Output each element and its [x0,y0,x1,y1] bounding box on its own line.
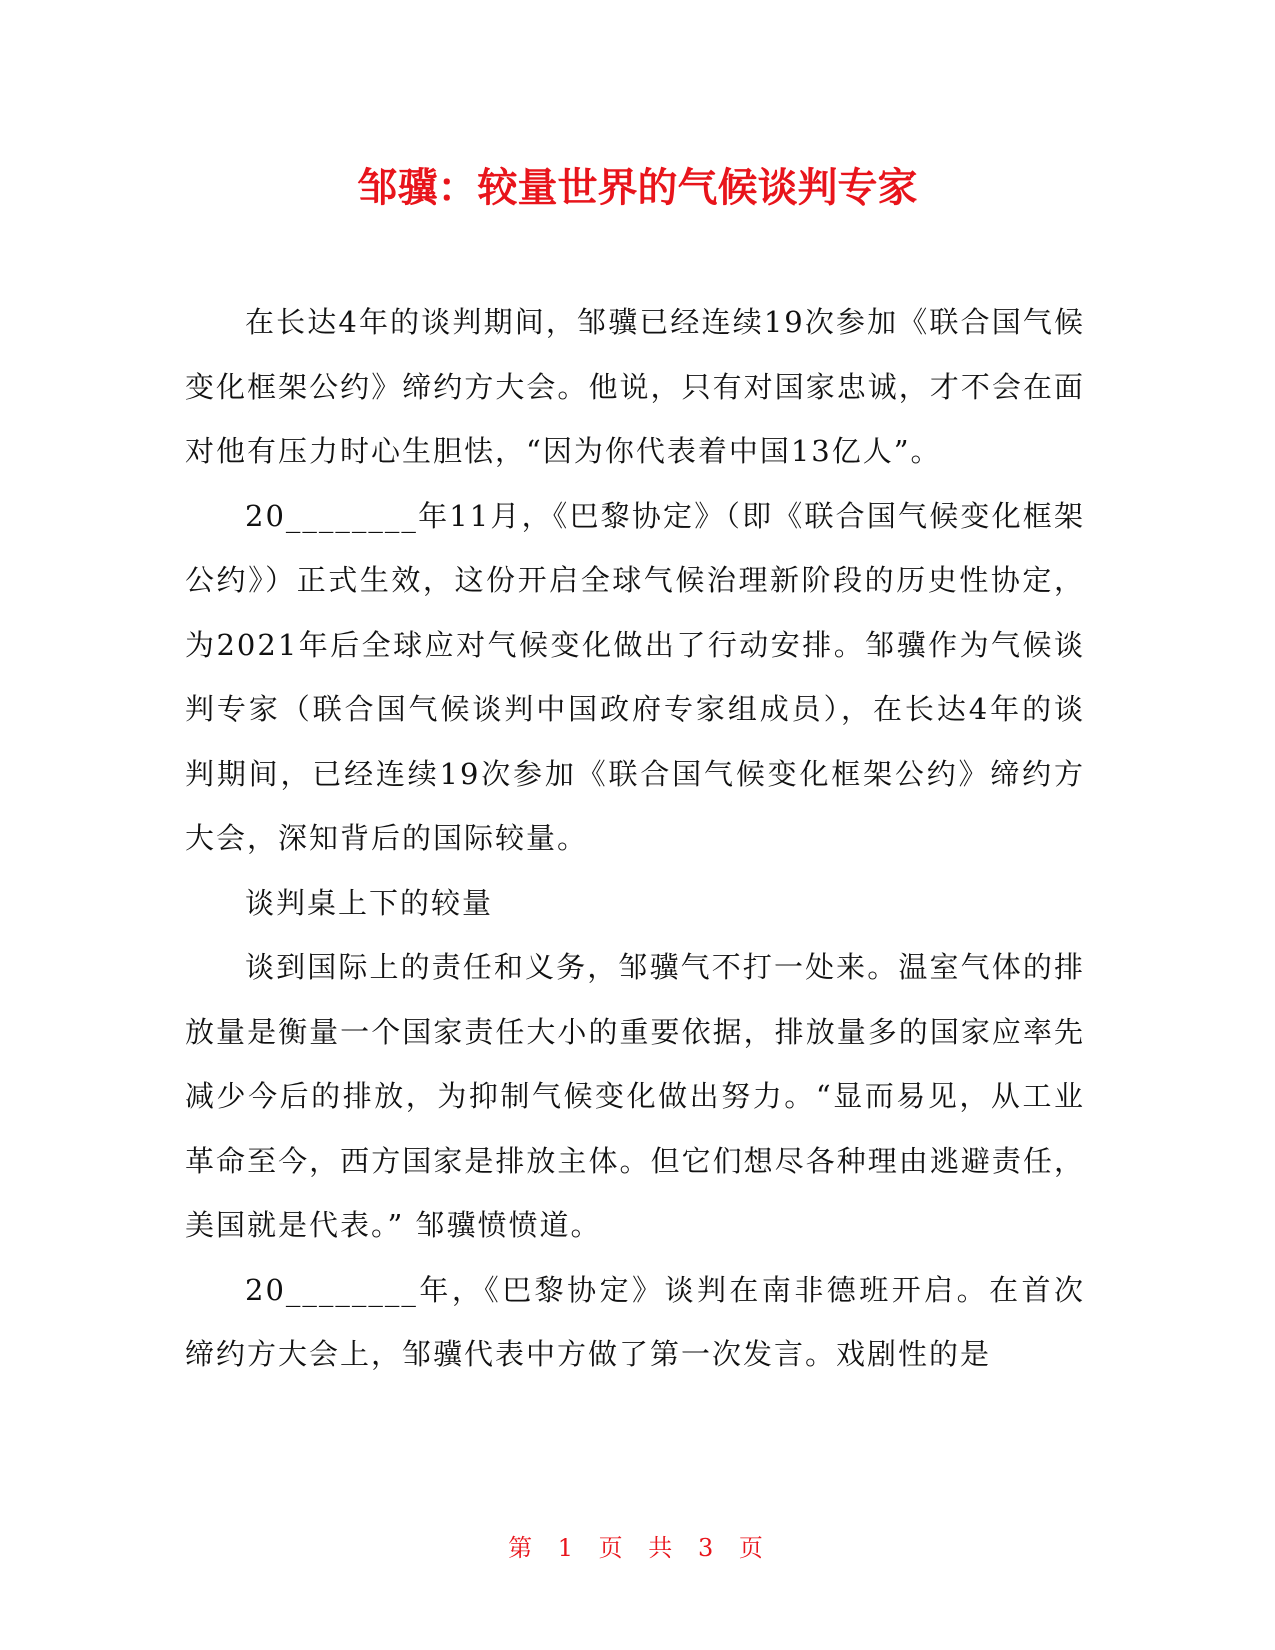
section-heading: 谈判桌上下的较量 [245,885,494,920]
paragraph-4: 20________年，《巴黎协定》谈判在南非德班开启。在首次缔约方大会上，邹骥代表中方做了第一次发言。戏剧性的是 [185,1272,1085,1371]
document-body [185,290,1085,1387]
paragraph-3: 谈到国际上的责任和义务，邹骥气不打一处来。温室气体的排放量是衡量一个国家责任大小的重要依据，排放量多的国家应率先减少今后的排放，为抑制气候变化做出努力。“显而易见，从工业革命至今，西方国家是排放主体。但它们想尽各种理由逃避责任，美国就是代表。” 邹骥愤愤道。 [185,950,1085,1242]
page-footer: 第 1 页 共 3 页 [508,1534,767,1562]
document-title: 邹骥：较量世界的气候谈判专家 [357,165,918,211]
paragraph-2: 20________年11月，《巴黎协定》（即《联合国气候变化框架公约》）正式生效，这份开启全球气候治理新阶段的历史性协定，为2021年后全球应对气候变化做出了行动安排。邹骥作为气候谈判专家（联合国气候谈判中国政府专家组成员），在长达4年的谈判期间，已经连续19次参加《联合国气候变化框架公约》缔约方大会，深知背后的国际较量。 [185,498,1085,855]
paragraph-1: 在长达4年的谈判期间，邹骥已经连续19次参加《联合国气候变化框架公约》缔约方大会。他说，只有对国家忠诚，才不会在面对他有压力时心生胆怯，“因为你代表着中国13亿人”。 [185,305,1085,468]
